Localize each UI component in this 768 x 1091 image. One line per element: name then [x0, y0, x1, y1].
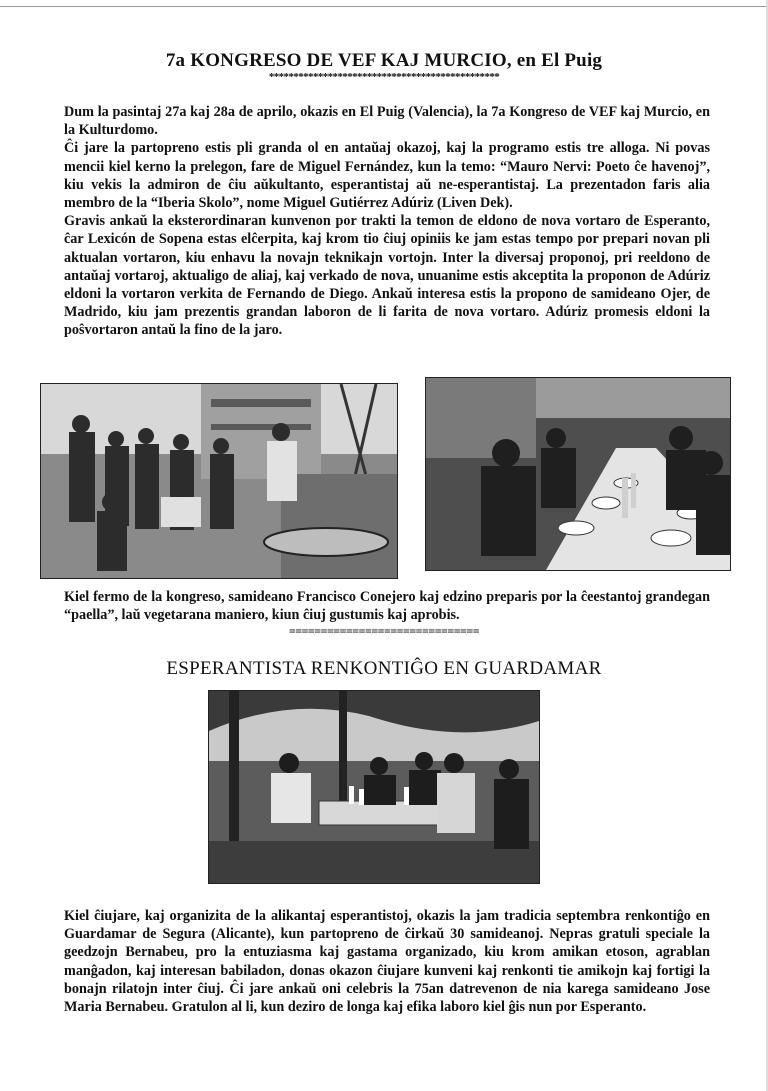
article2-body	[64, 907, 710, 1016]
article2-paragraph: Kiel ĉiujare, kaj organizita de la alikantaj esperantistoj, okazis la jam tradicia septembra renkontiĝo en Guardamar de Segura (Alicante), kun partopreno de ĉirkaŭ 30 samideanoj. Nepras gratuli speciale la geedzojn Bernabeu, pro la entuziasma kaj gastama organizado, kiu krom amikan etoson, agrablan manĝadon, kaj interesan babiladon, donas okazon ĉiujare kunveni kaj renkonti tie amikojn kaj fortigi la bonajn rilatojn inter ĉiuj. Ĉi jare ankaŭ oni celebris la 75an datrevenon de nia karega samideano Jose Maria Bernabeu. Gratulon al li, kun deziro de longa kaj efika laboro kiel ĝis nun por Esperanto.	[64, 908, 710, 1016]
guardamar-meeting-photo	[208, 690, 540, 884]
article1-body	[64, 103, 710, 340]
article1-title: 7a KONGRESO DE VEF KAJ MURCIO, en El Puig	[165, 50, 603, 71]
article1-title-underline: ***********************************************	[268, 71, 500, 83]
article1-photo-caption: Kiel fermo de la kongreso, samideano Francisco Conejero kaj edzino preparis por la ĉeestantoj grandegan “paella”, laŭ vegetarana maniero, kiun ĉiuj gustumis kaj aprobis.	[64, 589, 710, 624]
paella-group-image	[41, 384, 397, 578]
banquet-table-image	[426, 378, 730, 570]
section-separator: ==============================	[288, 624, 480, 638]
congress-banquet-photo	[425, 377, 731, 571]
article1-paragraph: Gravis ankaŭ la eksterordinaran kunvenon por trakti la temon de eldono de nova vortaro de Esperanto, ĉar Lexicón de Sopena estas elĉerpita, kaj krom tio ĉiuj opiniis ke jam estas tempo por prepari novan pli aktualan vortaron, kiu enhavu la novajn teknikajn vortojn. Inter la diversaj proponoj, pri reeldono de antaŭaj vortaroj, aktualigo de aliaj, kaj verkado de nova, unuanime estis akceptita la proponon de Adúriz eldoni la vortaron verkita de Fernando de Diego. Ankaŭ interesa estis la propono de samideano Ojer, de Madrido, kiu jam prezentis grandan laboron de li farita de nova vortaro. Adúriz promesis eldoni la poŝvortaron antaŭ la fino de la jaro.	[64, 213, 710, 339]
article2-title: ESPERANTISTA RENKONTIĜO EN GUARDAMAR	[166, 658, 602, 679]
congress-paella-photo	[40, 383, 398, 579]
article1-paragraph: Dum la pasintaj 27a kaj 28a de aprilo, okazis en El Puig (Valencia), la 7a Kongreso de VEF kaj Murcio, en la Kulturdomo.	[64, 104, 710, 139]
scan-top-edge	[0, 6, 768, 7]
outdoor-gathering-image	[209, 691, 539, 883]
article1-paragraph: Ĉi jare la partopreno estis pli granda ol en antaŭaj okazoj, kaj la programo estis tre alloga. Ni povas mencii kiel kerno la prelegon, fare de Miguel Fernández, kun la temo: “Mauro Nervi: Poeto ĉe havenoj”, kiu vekis la admiron de ĉiu aŭkultanto, esperantistaj aŭ ne-esperantistaj. La prezentadon faris alia membro de la “Iberia Skolo”, nome Miguel Gutiérrez Adúriz (Liven Dek).	[64, 140, 710, 212]
